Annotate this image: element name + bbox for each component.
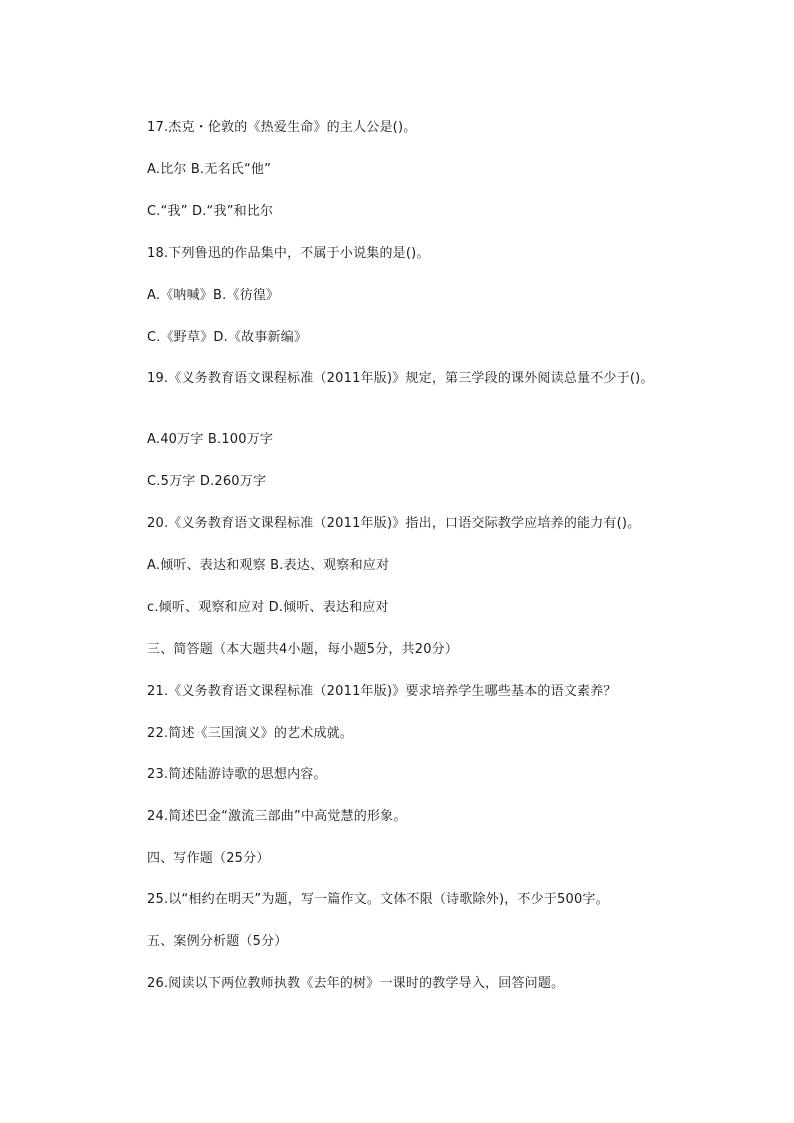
question-19-options-cd: C.5万字 D.260万字 xyxy=(147,474,267,489)
question-20-options-ab: A.倾听、表达和观察 B.表达、观察和应对 xyxy=(147,558,390,573)
question-18-options-ab: A.《呐喊》B.《彷徨》 xyxy=(147,288,280,303)
question-23: 23.简述陆游诗歌的思想内容。 xyxy=(147,767,327,782)
section-3-heading: 三、简答题（本大题共4小题，每小题5分，共20分） xyxy=(147,642,459,657)
question-18-options-cd: C.《野草》D.《故事新编》 xyxy=(147,330,308,345)
question-26: 26.阅读以下两位教师执教《去年的树》一课时的教学导入，回答问题。 xyxy=(147,976,565,991)
question-18: 18.下列鲁迅的作品集中，不属于小说集的是()。 xyxy=(147,246,430,261)
section-4-heading: 四、写作题（25分） xyxy=(147,851,270,866)
question-19-options-ab: A.40万字 B.100万字 xyxy=(147,432,274,447)
question-21: 21.《义务教育语文课程标准（2011年版)》要求培养学生哪些基本的语文素养？ xyxy=(147,684,617,699)
question-24: 24.简述巴金“激流三部曲”中高觉慧的形象。 xyxy=(147,809,407,824)
question-17-options-ab: A.比尔 B.无名氏“他” xyxy=(147,162,272,177)
question-25: 25.以“相约在明天”为题，写一篇作文。文体不限（诗歌除外)，不少于500字。 xyxy=(147,892,609,907)
question-20-options-cd: c.倾听、观察和应对 D.倾听、表达和应对 xyxy=(147,600,389,615)
question-20: 20.《义务教育语文课程标准（2011年版)》指出，口语交际教学应培养的能力有()。 xyxy=(147,516,641,531)
question-19: 19.《义务教育语文课程标准（2011年版)》规定，第三学段的课外阅读总量不少于()。 xyxy=(147,371,654,386)
question-17: 17.杰克・伦敦的《热爱生命》的主人公是()。 xyxy=(147,120,417,135)
question-22: 22.简述《三国演义》的艺术成就。 xyxy=(147,726,354,741)
question-17-options-cd: C.“我” D.“我”和比尔 xyxy=(147,204,274,219)
section-5-heading: 五、案例分析题（5分） xyxy=(147,934,288,949)
